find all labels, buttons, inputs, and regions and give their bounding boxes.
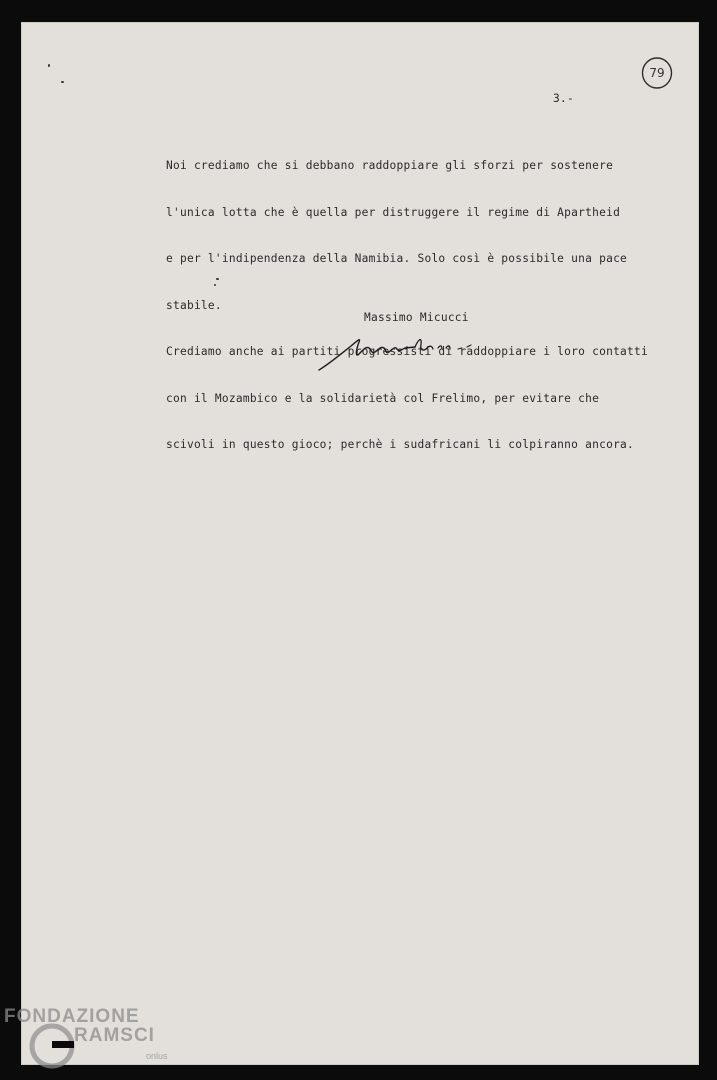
letter-body [166, 130, 648, 482]
svg-text:onlus: onlus [146, 1051, 168, 1061]
body-line: Noi crediamo che si debbano raddoppiare gli sforzi per sostenere [166, 159, 614, 172]
page-number: 3.- [553, 92, 574, 105]
svg-text:FONDAZIONE: FONDAZIONE [4, 1006, 140, 1027]
ink-speck [61, 81, 64, 83]
fondazione-gramsci-logo [0, 996, 200, 1080]
signer-name: Massimo Micucci [364, 311, 469, 324]
body-line: con il Mozambico e la solidarietà col Frelimo, per evitare che [166, 391, 600, 405]
svg-text:RAMSCI: RAMSCI [74, 1025, 155, 1046]
folio-number: 79 [649, 66, 665, 80]
body-line: Crediamo anche ai partiti progressisti di raddoppiare i loro contatti [166, 345, 648, 358]
document-page [21, 22, 699, 1065]
body-line: e per l'indipendenza della Namibia. Solo così è possibile una pace [166, 252, 628, 265]
ink-speck [48, 64, 50, 67]
handwritten-signature [315, 324, 525, 374]
body-line: l'unica lotta che è quella per distruggere il regime di Apartheid [166, 205, 621, 219]
body-line: stabile. [166, 298, 222, 312]
body-line: scivoli in questo gioco; perchè i sudafricani li colpiranno ancora. [166, 438, 635, 451]
